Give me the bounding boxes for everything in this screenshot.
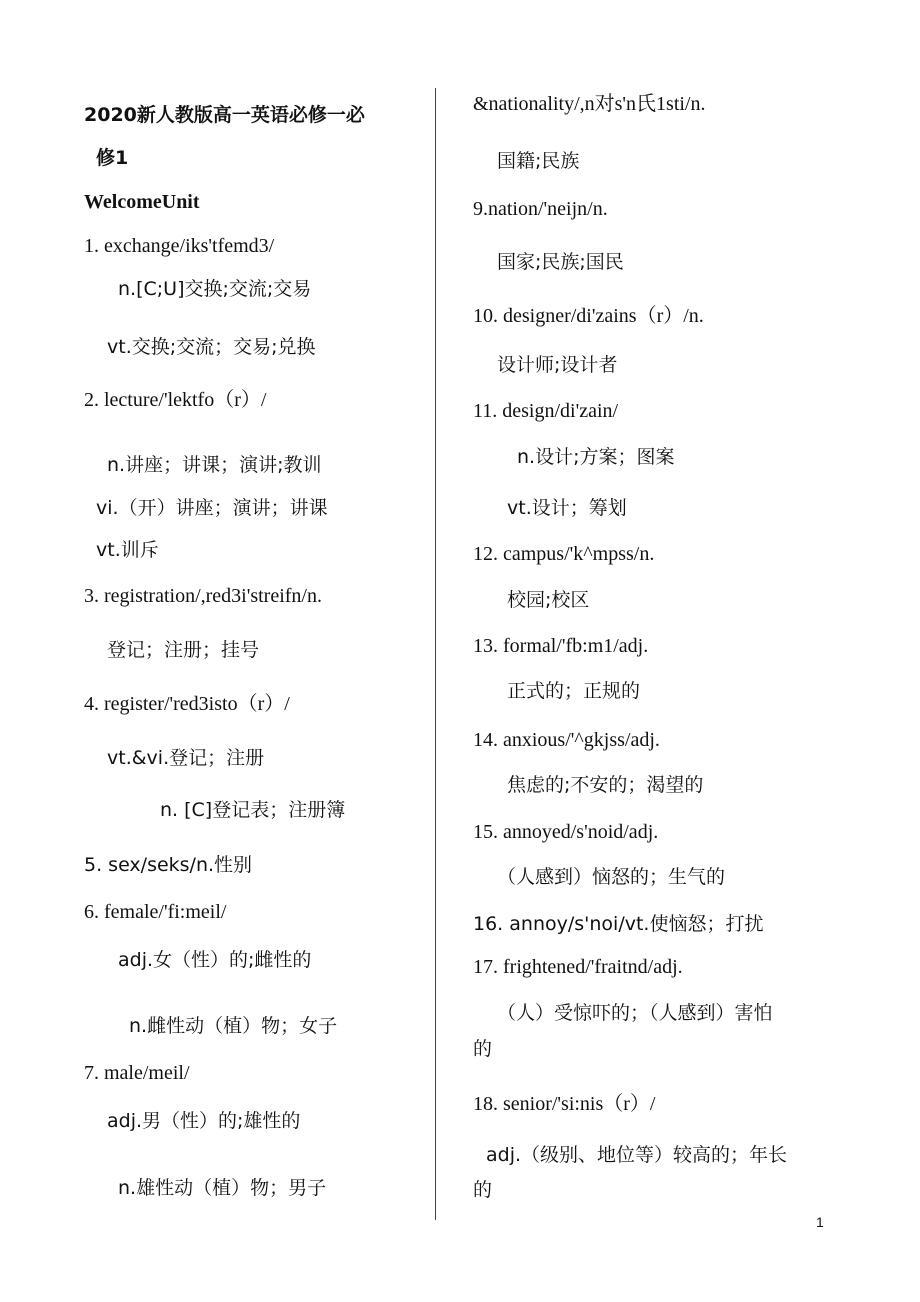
- vocab-definition: 国家;民族;国民: [497, 251, 624, 273]
- vocab-entry: 17. frightened/'fraitnd/adj.: [473, 956, 683, 978]
- document-title-line-1: 2020新人教版高一英语必修一必: [84, 104, 365, 126]
- vocab-definition: vt.设计；筹划: [507, 497, 627, 519]
- vocab-entry: 4. register/'red3isto（r）/: [84, 693, 290, 715]
- vocab-definition: （人感到）恼怒的；生气的: [497, 866, 726, 888]
- vocab-entry: 15. annoyed/s'noid/adj.: [473, 821, 659, 843]
- vocab-definition: 的: [473, 1179, 493, 1201]
- column-divider: [435, 88, 436, 1220]
- vocab-definition: n.设计;方案；图案: [517, 446, 675, 468]
- vocab-definition: adj.（级别、地位等）较高的；年长: [486, 1144, 788, 1166]
- page-number: 1: [816, 1214, 824, 1230]
- vocab-entry: 1. exchange/iks'tfemd3/: [84, 235, 275, 257]
- vocab-definition: 正式的；正规的: [507, 680, 641, 702]
- vocab-definition: vi.（开）讲座；演讲；讲课: [96, 497, 328, 519]
- vocab-definition: n. [C]登记表；注册簿: [160, 799, 346, 821]
- vocab-definition: n.讲座；讲课；演讲;教训: [107, 454, 322, 476]
- vocab-definition: vt.&vi.登记；注册: [107, 747, 265, 769]
- unit-heading: WelcomeUnit: [84, 191, 200, 213]
- vocab-definition: vt.训斥: [96, 539, 159, 561]
- vocab-entry: 2. lecture/'lektfo（r）/: [84, 389, 267, 411]
- vocab-definition: vt.交换;交流；交易;兑换: [107, 336, 316, 358]
- vocab-entry: 16. annoy/s'noi/vt.使恼怒；打扰: [473, 913, 764, 935]
- vocab-entry: 14. anxious/'^gkjss/adj.: [473, 729, 660, 751]
- vocab-entry: 6. female/'fi:meil/: [84, 901, 227, 923]
- vocab-entry: 5. sex/seks/n.性别: [84, 854, 253, 876]
- vocab-definition: adj.男（性）的;雄性的: [107, 1110, 301, 1132]
- vocab-entry: 18. senior/'si:nis（r）/: [473, 1093, 656, 1115]
- vocab-definition: 的: [473, 1038, 493, 1060]
- vocab-definition: n.雌性动（植）物；女子: [129, 1015, 338, 1037]
- vocab-entry: 10. designer/di'zains（r）/n.: [473, 305, 704, 327]
- vocab-entry: 13. formal/'fb:m1/adj.: [473, 635, 649, 657]
- vocab-definition: 国籍;民族: [497, 150, 580, 172]
- vocab-entry: 12. campus/'k^mpss/n.: [473, 543, 655, 565]
- vocab-definition: 登记；注册；挂号: [107, 639, 260, 661]
- vocab-definition: 校园;校区: [507, 589, 590, 611]
- vocab-definition: 焦虑的;不安的；渴望的: [507, 774, 704, 796]
- vocab-definition: adj.女（性）的;雌性的: [118, 949, 312, 971]
- vocab-definition: 设计师;设计者: [497, 354, 618, 376]
- vocab-definition: n.雄性动（植）物；男子: [118, 1177, 327, 1199]
- document-title-line-2: 修1: [96, 147, 129, 169]
- vocab-definition: n.[C;U]交换;交流;交易: [118, 278, 312, 300]
- vocab-entry: 9.nation/'neijn/n.: [473, 198, 608, 220]
- vocab-entry: 11. design/di'zain/: [473, 400, 619, 422]
- vocab-definition: （人）受惊吓的；（人感到）害怕: [497, 1002, 773, 1024]
- vocab-entry: &nationality/,n对s'n氏1sti/n.: [473, 93, 706, 115]
- vocab-entry: 3. registration/,red3i'streifn/n.: [84, 585, 322, 607]
- vocab-entry: 7. male/meil/: [84, 1062, 190, 1084]
